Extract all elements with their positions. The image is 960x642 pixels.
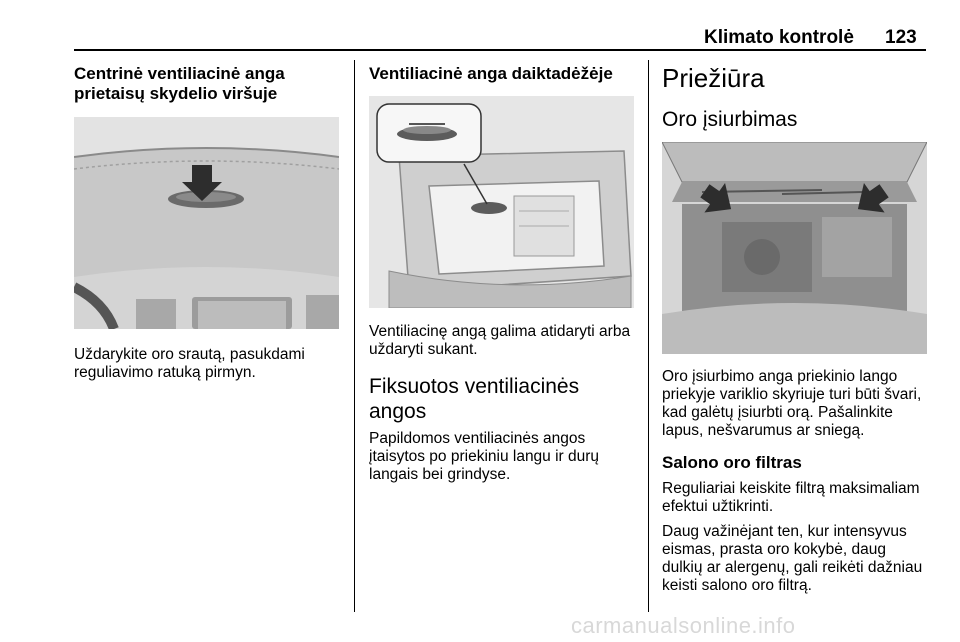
air-intake-heading: Oro įsiurbimas [662, 108, 798, 131]
glovebox-vent-illustration [369, 96, 634, 308]
glovebox-vent-text: Ventiliacinę angą galima atidaryti arba uždaryti sukant. [369, 323, 631, 358]
cabin-filter-text-2: Daug važinėjant ten, kur intensyvus eismas, prasta oro kokybė, daug dulkių ar alergenų, gali reikėti dažniau keisti salono oro filtrą. [662, 523, 923, 594]
center-vent-heading: Centrinė ventiliacinė anga prietaisų skydelio viršuje [74, 64, 285, 103]
header-rule [74, 49, 926, 51]
column-2 [369, 64, 634, 484]
dashboard-vent-illustration [74, 117, 339, 329]
watermark: carmanualsonline.info [571, 613, 796, 638]
cabin-filter-text-1: Reguliariai keiskite filtrą maksimaliam efektui užtikrinti. [662, 480, 920, 515]
page-number: 123 [885, 27, 917, 48]
column-divider-2 [648, 60, 649, 612]
cabin-filter-heading: Salono oro filtras [662, 453, 802, 472]
maintenance-title: Priežiūra [662, 63, 765, 93]
column-3 [662, 64, 928, 595]
fixed-vents-text: Papildomos ventiliacinės angos įtaisytos po priekiniu langu ir durų langais bei grindyse. [369, 430, 600, 483]
center-vent-text: Uždarykite oro srautą, pasukdami reguliavimo ratuką pirmyn. [74, 346, 305, 381]
air-intake-text: Oro įsiurbimo anga priekinio lango priekyje variklio skyriuje turi būti švari, kad galėtų įsiurbti orą. Pašalinkite lapus, nešvarumus ar sniegą. [662, 368, 922, 439]
glovebox-vent-heading: Ventiliacinė anga daiktadėžėje [369, 64, 613, 83]
header-title: Klimato kontrolė [704, 27, 854, 48]
column-divider-1 [354, 60, 355, 612]
column-1 [74, 64, 339, 382]
engine-bay-illustration [662, 142, 927, 354]
fixed-vents-heading: Fiksuotos ventiliacinės angos [369, 375, 580, 423]
